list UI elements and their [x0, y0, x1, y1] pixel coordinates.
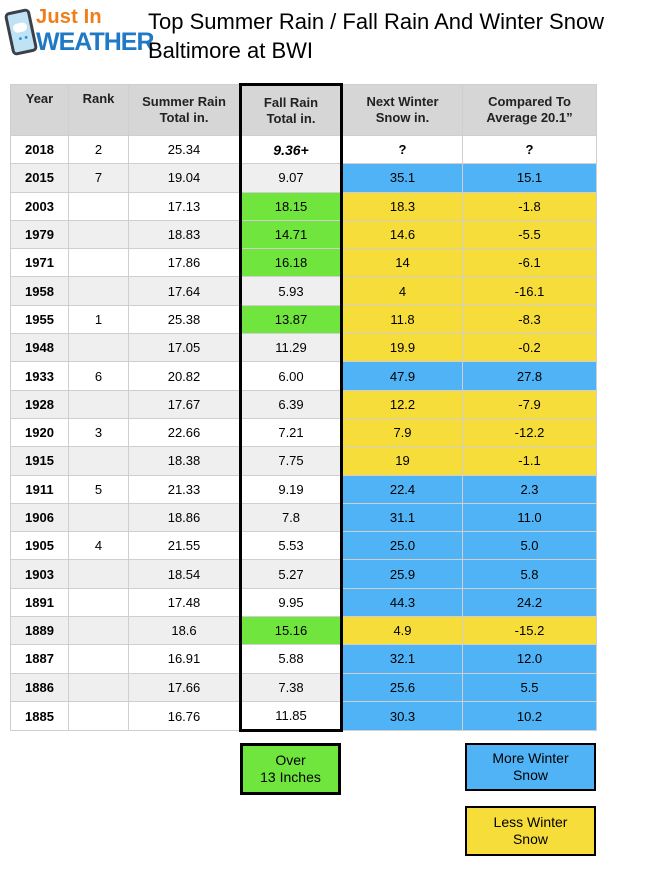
- cell-rank: 5: [69, 475, 129, 503]
- table-row: [11, 249, 597, 277]
- cell-summer-rain: 18.86: [129, 503, 241, 531]
- table-row: [11, 164, 597, 192]
- cell-compared-to-average: -8.3: [463, 305, 597, 333]
- table-row: [11, 192, 597, 220]
- cell-year: 1955: [11, 305, 69, 333]
- table-row: [11, 475, 597, 503]
- cell-compared-to-average: -12.2: [463, 418, 597, 446]
- cell-year: 1933: [11, 362, 69, 390]
- cell-year: 2018: [11, 136, 69, 164]
- cell-next-winter-snow: 14.6: [342, 220, 463, 248]
- cell-year: 1885: [11, 701, 69, 730]
- cell-summer-rain: 18.38: [129, 447, 241, 475]
- cell-rank: [69, 560, 129, 588]
- cell-rank: 4: [69, 532, 129, 560]
- just-in-weather-logo: [8, 6, 154, 60]
- cell-rank: [69, 588, 129, 616]
- cell-summer-rain: 25.38: [129, 305, 241, 333]
- cell-year: 1958: [11, 277, 69, 305]
- logo-line2: WEATHER: [36, 28, 154, 56]
- cell-fall-rain: 7.21: [241, 418, 342, 446]
- cell-year: 1903: [11, 560, 69, 588]
- header-next-winter-snow: Next Winter Snow in.: [342, 85, 463, 136]
- cell-fall-rain: 6.39: [241, 390, 342, 418]
- cell-next-winter-snow: 44.3: [342, 588, 463, 616]
- cell-compared-to-average: -6.1: [463, 249, 597, 277]
- table-row: [11, 588, 597, 616]
- cell-fall-rain: 9.36+: [241, 136, 342, 164]
- table-header-row: [11, 85, 597, 136]
- table-row: [11, 645, 597, 673]
- cell-summer-rain: 17.05: [129, 334, 241, 362]
- cell-year: 1887: [11, 645, 69, 673]
- cell-fall-rain: 11.85: [241, 701, 342, 730]
- header-fall-rain: Fall Rain Total in.: [241, 85, 342, 136]
- cell-compared-to-average: -1.8: [463, 192, 597, 220]
- cell-next-winter-snow: 25.9: [342, 560, 463, 588]
- cell-next-winter-snow: 18.3: [342, 192, 463, 220]
- cell-year: 1889: [11, 617, 69, 645]
- cell-year: 1948: [11, 334, 69, 362]
- cell-fall-rain: 16.18: [241, 249, 342, 277]
- cell-compared-to-average: ?: [463, 136, 597, 164]
- table-row: [11, 220, 597, 248]
- cell-rank: 6: [69, 362, 129, 390]
- cell-compared-to-average: 11.0: [463, 503, 597, 531]
- cell-next-winter-snow: 12.2: [342, 390, 463, 418]
- cell-summer-rain: 21.33: [129, 475, 241, 503]
- cell-year: 1906: [11, 503, 69, 531]
- cell-next-winter-snow: 7.9: [342, 418, 463, 446]
- cell-next-winter-snow: 19.9: [342, 334, 463, 362]
- cell-compared-to-average: 27.8: [463, 362, 597, 390]
- table-row: [11, 305, 597, 333]
- cell-summer-rain: 18.83: [129, 220, 241, 248]
- cell-fall-rain: 5.93: [241, 277, 342, 305]
- table-row: [11, 136, 597, 164]
- legend-less-winter-snow: Less Winter Snow: [465, 806, 596, 856]
- header-summer-rain: Summer Rain Total in.: [129, 85, 241, 136]
- cell-summer-rain: 16.76: [129, 701, 241, 730]
- cell-compared-to-average: 12.0: [463, 645, 597, 673]
- cell-compared-to-average: -7.9: [463, 390, 597, 418]
- phone-weather-icon: [4, 8, 39, 56]
- cell-fall-rain: 5.88: [241, 645, 342, 673]
- raindrops-icon: ••: [16, 32, 31, 46]
- table-row: [11, 390, 597, 418]
- table-row: [11, 503, 597, 531]
- cell-fall-rain: 5.27: [241, 560, 342, 588]
- cell-fall-rain: 7.38: [241, 673, 342, 701]
- cell-compared-to-average: -15.2: [463, 617, 597, 645]
- cell-next-winter-snow: 25.0: [342, 532, 463, 560]
- cell-next-winter-snow: 22.4: [342, 475, 463, 503]
- cell-summer-rain: 17.86: [129, 249, 241, 277]
- cell-fall-rain: 9.95: [241, 588, 342, 616]
- table-row: [11, 277, 597, 305]
- cell-summer-rain: 17.66: [129, 673, 241, 701]
- cell-year: 2003: [11, 192, 69, 220]
- page-title: [148, 7, 604, 65]
- cell-rank: 3: [69, 418, 129, 446]
- cell-compared-to-average: -1.1: [463, 447, 597, 475]
- cell-fall-rain: 5.53: [241, 532, 342, 560]
- cell-compared-to-average: -0.2: [463, 334, 597, 362]
- table-row: [11, 673, 597, 701]
- table-row: [11, 701, 597, 730]
- cell-summer-rain: 22.66: [129, 418, 241, 446]
- cell-compared-to-average: -5.5: [463, 220, 597, 248]
- cell-compared-to-average: 10.2: [463, 701, 597, 730]
- table-row: [11, 560, 597, 588]
- cell-rank: [69, 673, 129, 701]
- cell-compared-to-average: 2.3: [463, 475, 597, 503]
- cell-fall-rain: 7.8: [241, 503, 342, 531]
- cell-rank: 1: [69, 305, 129, 333]
- table-row: [11, 362, 597, 390]
- cell-fall-rain: 9.19: [241, 475, 342, 503]
- cell-fall-rain: 7.75: [241, 447, 342, 475]
- cell-summer-rain: 21.55: [129, 532, 241, 560]
- cell-compared-to-average: 5.5: [463, 673, 597, 701]
- cell-next-winter-snow: 32.1: [342, 645, 463, 673]
- cell-summer-rain: 17.67: [129, 390, 241, 418]
- table-row: [11, 418, 597, 446]
- cell-year: 1911: [11, 475, 69, 503]
- table-row: [11, 617, 597, 645]
- cell-next-winter-snow: 4.9: [342, 617, 463, 645]
- cell-fall-rain: 11.29: [241, 334, 342, 362]
- legend-over-13-inches: Over 13 Inches: [240, 743, 341, 795]
- cell-rank: [69, 192, 129, 220]
- cell-compared-to-average: 5.0: [463, 532, 597, 560]
- cell-summer-rain: 19.04: [129, 164, 241, 192]
- cell-summer-rain: 16.91: [129, 645, 241, 673]
- cell-compared-to-average: 5.8: [463, 560, 597, 588]
- cell-fall-rain: 14.71: [241, 220, 342, 248]
- rain-snow-table: [10, 83, 597, 732]
- cell-next-winter-snow: 31.1: [342, 503, 463, 531]
- cell-next-winter-snow: 35.1: [342, 164, 463, 192]
- cell-year: 1971: [11, 249, 69, 277]
- header-compared-to-average: Compared To Average 20.1”: [463, 85, 597, 136]
- cell-summer-rain: 17.48: [129, 588, 241, 616]
- cell-next-winter-snow: 11.8: [342, 305, 463, 333]
- cell-summer-rain: 18.54: [129, 560, 241, 588]
- cell-fall-rain: 15.16: [241, 617, 342, 645]
- cell-rank: [69, 503, 129, 531]
- cell-summer-rain: 17.64: [129, 277, 241, 305]
- cell-rank: [69, 701, 129, 730]
- cell-year: 1886: [11, 673, 69, 701]
- table-row: [11, 447, 597, 475]
- cell-next-winter-snow: 47.9: [342, 362, 463, 390]
- cell-fall-rain: 9.07: [241, 164, 342, 192]
- header-rank: Rank: [69, 85, 129, 136]
- logo-line1: Just In: [36, 6, 102, 28]
- cell-next-winter-snow: 19: [342, 447, 463, 475]
- cell-summer-rain: 18.6: [129, 617, 241, 645]
- cell-year: 1928: [11, 390, 69, 418]
- cell-next-winter-snow: ?: [342, 136, 463, 164]
- header-year: Year: [11, 85, 69, 136]
- table-row: [11, 334, 597, 362]
- legend-more-winter-snow: More Winter Snow: [465, 743, 596, 791]
- cell-rank: 7: [69, 164, 129, 192]
- cell-rank: [69, 645, 129, 673]
- cell-next-winter-snow: 25.6: [342, 673, 463, 701]
- cell-rank: [69, 249, 129, 277]
- cell-year: 1979: [11, 220, 69, 248]
- cell-next-winter-snow: 14: [342, 249, 463, 277]
- cell-fall-rain: 18.15: [241, 192, 342, 220]
- cell-fall-rain: 13.87: [241, 305, 342, 333]
- cell-rank: 2: [69, 136, 129, 164]
- cell-year: 1905: [11, 532, 69, 560]
- cell-rank: [69, 617, 129, 645]
- cell-year: 2015: [11, 164, 69, 192]
- cell-compared-to-average: 15.1: [463, 164, 597, 192]
- title-line2: Baltimore at BWI: [148, 38, 314, 63]
- cell-compared-to-average: -16.1: [463, 277, 597, 305]
- cell-rank: [69, 220, 129, 248]
- cell-next-winter-snow: 4: [342, 277, 463, 305]
- table-row: [11, 532, 597, 560]
- cell-summer-rain: 25.34: [129, 136, 241, 164]
- cell-rank: [69, 390, 129, 418]
- cell-year: 1891: [11, 588, 69, 616]
- cell-year: 1920: [11, 418, 69, 446]
- cell-summer-rain: 17.13: [129, 192, 241, 220]
- cell-summer-rain: 20.82: [129, 362, 241, 390]
- cell-rank: [69, 447, 129, 475]
- cell-year: 1915: [11, 447, 69, 475]
- title-line1: Top Summer Rain / Fall Rain And Winter Snow: [148, 9, 605, 34]
- cell-fall-rain: 6.00: [241, 362, 342, 390]
- cloud-icon: [12, 22, 28, 34]
- cell-compared-to-average: 24.2: [463, 588, 597, 616]
- cell-rank: [69, 277, 129, 305]
- cell-next-winter-snow: 30.3: [342, 701, 463, 730]
- cell-rank: [69, 334, 129, 362]
